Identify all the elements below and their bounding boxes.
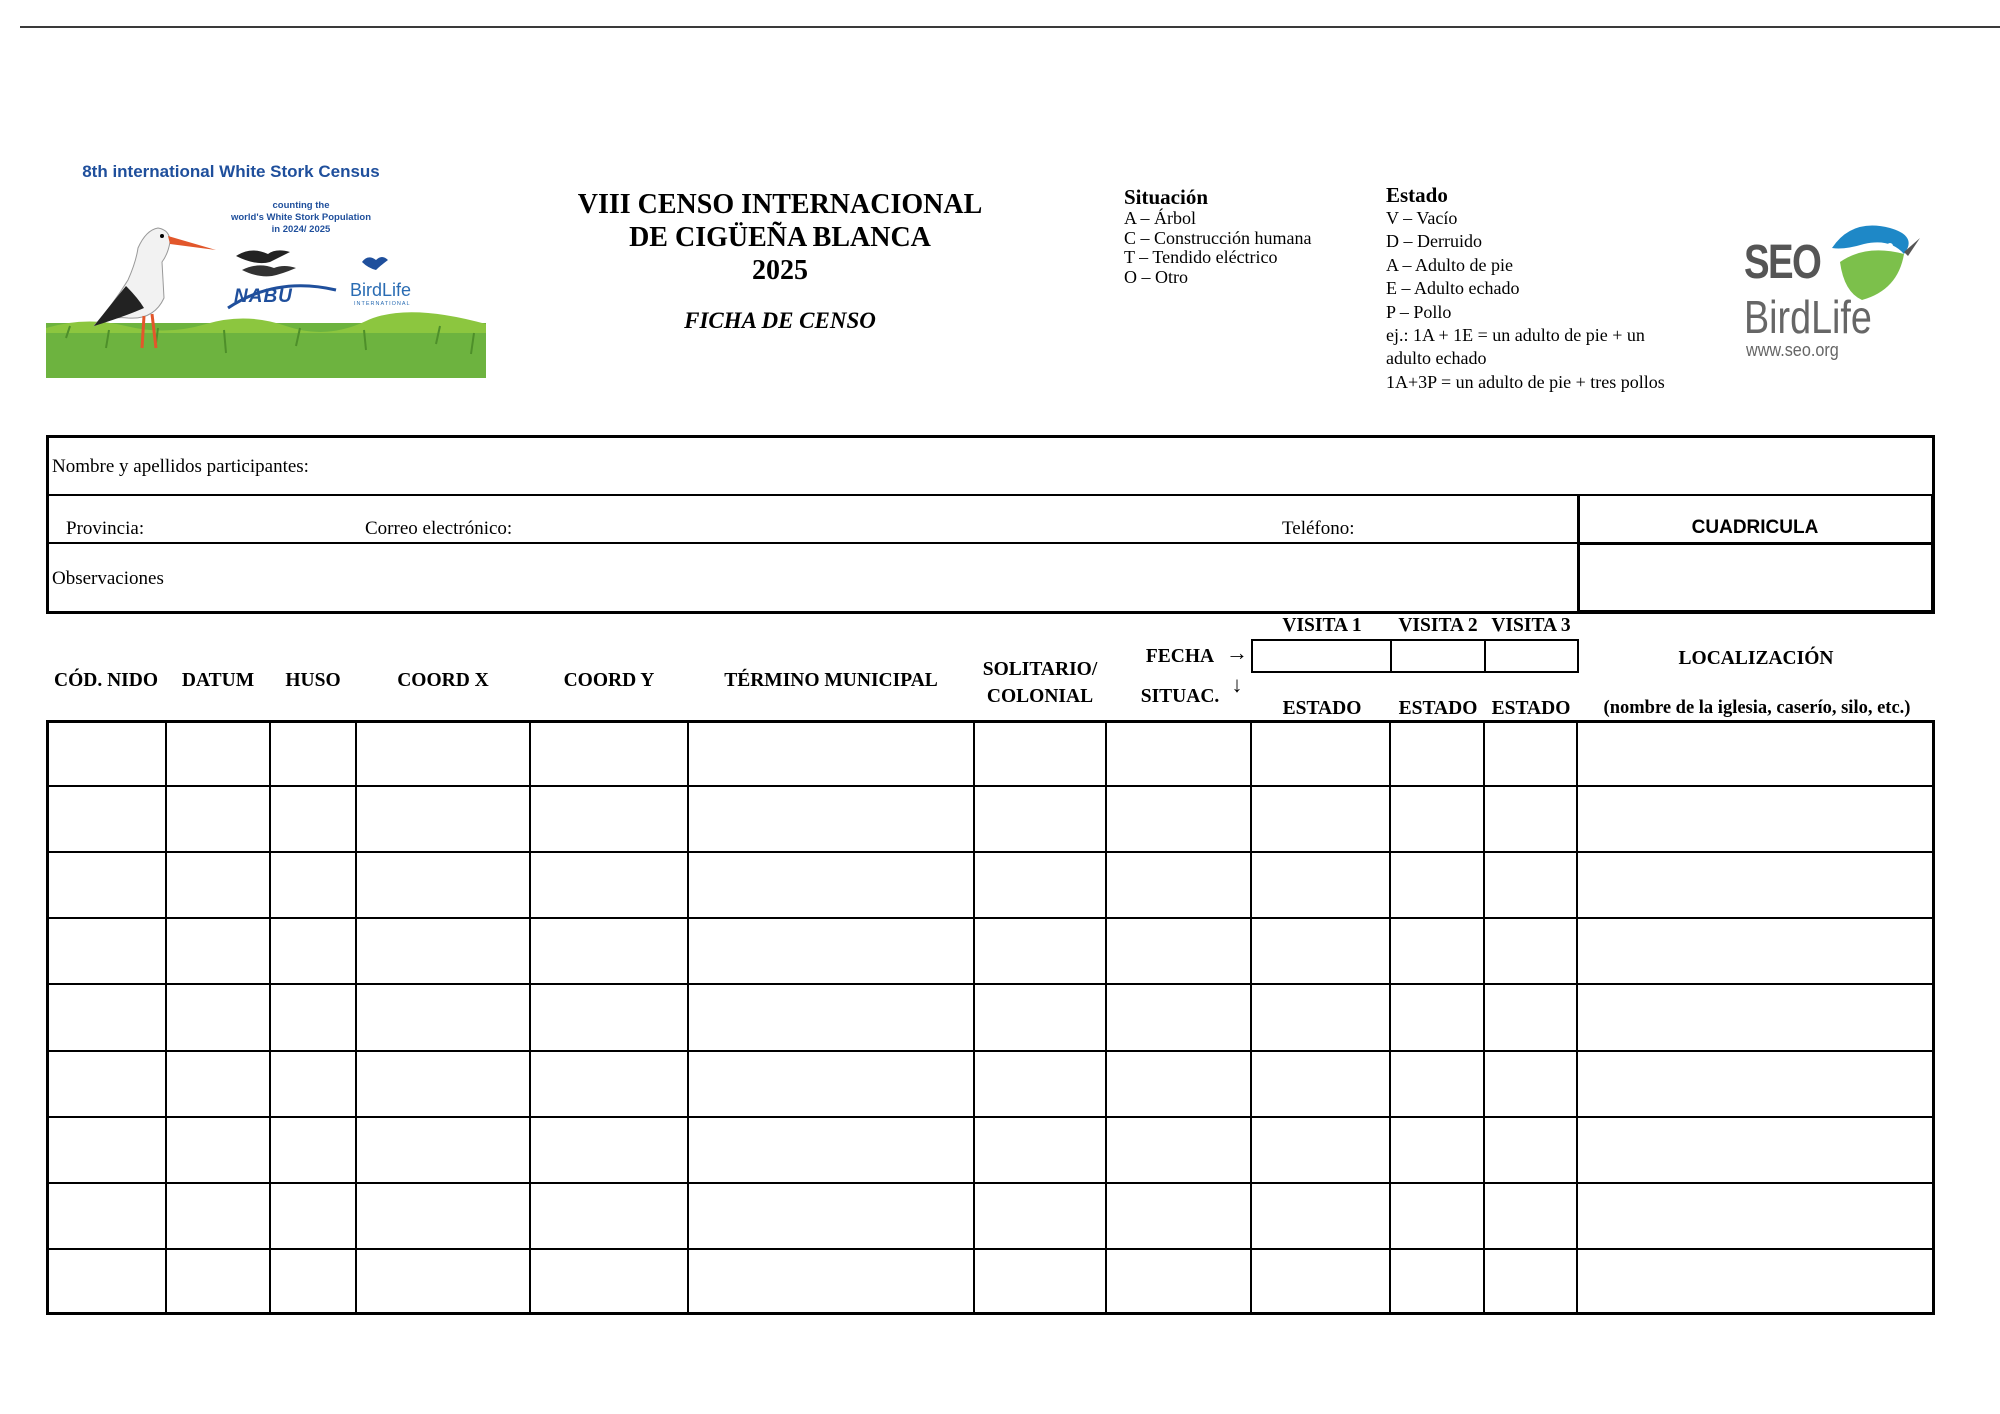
grid-cell[interactable] — [532, 1185, 686, 1247]
grid-row-line — [46, 1116, 1935, 1118]
top-rule — [20, 26, 2000, 28]
grid-cell[interactable] — [358, 1251, 528, 1313]
grid-cell[interactable] — [976, 854, 1104, 916]
legend-item: O – Otro — [1124, 266, 1188, 287]
nabu-logo-text: NABU — [234, 286, 293, 307]
grid-row-line — [46, 917, 1935, 919]
col-header-fecha: FECHA — [1145, 646, 1215, 667]
seo-birdlife-text: BirdLife — [1744, 291, 1872, 343]
grid-row-line — [46, 851, 1935, 853]
provincia-field[interactable]: Provincia: — [66, 518, 145, 539]
grid-cell[interactable] — [272, 1251, 354, 1313]
grid-cell[interactable] — [532, 1119, 686, 1181]
estado-heading: Estado — [1386, 183, 1448, 207]
grid-cell[interactable] — [1253, 1119, 1388, 1181]
grid-cell[interactable] — [532, 986, 686, 1048]
grid-cell[interactable] — [1253, 1053, 1388, 1115]
participants-field[interactable]: Nombre y apellidos participantes: — [52, 456, 309, 477]
grid-column-line — [1576, 720, 1578, 1315]
grid-cell[interactable] — [168, 788, 268, 850]
grid-cell[interactable] — [272, 1185, 354, 1247]
grid-cell[interactable] — [1392, 1119, 1482, 1181]
grid-cell[interactable] — [976, 920, 1104, 982]
grid-cell[interactable] — [532, 1251, 686, 1313]
legend-item: E – Adulto echado — [1386, 278, 1520, 299]
col-header-estado-3: ESTADO — [1491, 698, 1571, 719]
document-subtitle: FICHA DE CENSO — [684, 308, 876, 333]
birdlife-logo-text: BirdLife — [350, 280, 412, 300]
banner-subtitle: counting the world's White Stork Population in 2024/ 2025 — [230, 200, 371, 235]
grid-cell[interactable] — [1108, 854, 1249, 916]
grid-cell[interactable] — [1108, 1185, 1249, 1247]
situacion-heading: Situación — [1124, 185, 1209, 209]
grid-cell[interactable] — [358, 722, 528, 784]
grid-column-line — [355, 720, 357, 1315]
grid-cell[interactable] — [1486, 788, 1575, 850]
grid-cell[interactable] — [48, 1185, 164, 1247]
grid-cell[interactable] — [1253, 788, 1388, 850]
grid-cell[interactable] — [1579, 854, 1933, 916]
col-header-solitario-colonial: SOLITARIO/ COLONIAL — [982, 659, 1098, 707]
seo-logo-text: SEO — [1744, 236, 1821, 289]
legend-item: T – Tendido eléctrico — [1124, 247, 1278, 267]
grid-cell[interactable] — [168, 986, 268, 1048]
grid-row-line — [46, 785, 1935, 787]
info-divider — [46, 542, 1577, 544]
arrow-right-icon: → — [1226, 640, 1248, 665]
col-header-coord-y: COORD Y — [563, 670, 655, 691]
grid-cell[interactable] — [358, 1053, 528, 1115]
legend-item: A – Adulto de pie — [1386, 254, 1513, 275]
col-header-situac: SITUAC. — [1140, 686, 1220, 707]
grid-column-line — [269, 720, 271, 1315]
col-header-coord-x: COORD X — [397, 670, 489, 691]
grid-cell[interactable] — [976, 986, 1104, 1048]
grid-row-line — [46, 1182, 1935, 1184]
grid-cell[interactable] — [1486, 854, 1575, 916]
grid-row-line — [46, 1248, 1935, 1250]
seo-url: www.seo.org — [1746, 340, 1839, 360]
fecha-visita-3-input[interactable] — [1484, 639, 1579, 673]
grid-cell[interactable] — [690, 986, 972, 1048]
grid-cell[interactable] — [690, 788, 972, 850]
grid-cell[interactable] — [976, 1251, 1104, 1313]
grid-cell[interactable] — [48, 722, 164, 784]
grid-cell[interactable] — [272, 1053, 354, 1115]
col-header-cod-nido: CÓD. NIDO — [53, 670, 158, 691]
estado-legend — [1386, 183, 1716, 394]
legend-item: D – Derruido — [1386, 231, 1482, 252]
grid-cell[interactable] — [1253, 854, 1388, 916]
grid-cell[interactable] — [1253, 1251, 1388, 1313]
grid-cell[interactable] — [976, 1053, 1104, 1115]
grid-cell[interactable] — [1579, 986, 1933, 1048]
grid-cell[interactable] — [1486, 920, 1575, 982]
grid-row-line — [46, 1050, 1935, 1052]
grid-cell[interactable] — [976, 1119, 1104, 1181]
grid-cell[interactable] — [48, 1251, 164, 1313]
grid-cell[interactable] — [272, 788, 354, 850]
col-header-localizacion-sub: (nombre de la iglesia, caserío, silo, etc.) — [1603, 698, 1911, 718]
cuadricula-box[interactable] — [1577, 494, 1935, 614]
grid-cell[interactable] — [1392, 854, 1482, 916]
grid-cell[interactable] — [1486, 986, 1575, 1048]
grid-cell[interactable] — [1579, 788, 1933, 850]
grid-cell[interactable] — [1108, 722, 1249, 784]
col-header-huso: HUSO — [285, 670, 341, 691]
grid-cell[interactable] — [272, 986, 354, 1048]
grid-cell[interactable] — [690, 1119, 972, 1181]
cuadricula-label: CUADRICULA — [1691, 517, 1819, 538]
grid-cell[interactable] — [168, 1251, 268, 1313]
grid-cell[interactable] — [532, 920, 686, 982]
grid-cell[interactable] — [690, 722, 972, 784]
grid-cell[interactable] — [168, 722, 268, 784]
grid-cell[interactable] — [1108, 986, 1249, 1048]
grid-column-line — [1250, 720, 1252, 1315]
grid-cell[interactable] — [1579, 1185, 1933, 1247]
grid-cell[interactable] — [1392, 722, 1482, 784]
col-header-visita-3: VISITA 3 — [1491, 615, 1571, 636]
grid-cell[interactable] — [48, 788, 164, 850]
grid-cell[interactable] — [168, 920, 268, 982]
col-header-termino-municipal: TÉRMINO MUNICIPAL — [724, 670, 938, 691]
grid-cell[interactable] — [1108, 788, 1249, 850]
observaciones-field[interactable]: Observaciones — [52, 568, 164, 589]
grid-cell[interactable] — [48, 1119, 164, 1181]
census-banner-logo — [46, 158, 486, 378]
document-title: VIII CENSO INTERNACIONAL DE CIGÜEÑA BLANCA 2025 — [577, 189, 983, 286]
grid-cell[interactable] — [1253, 920, 1388, 982]
grid-column-line — [165, 720, 167, 1315]
grid-cell[interactable] — [272, 1119, 354, 1181]
grid-cell[interactable] — [1392, 1053, 1482, 1115]
grid-cell[interactable] — [1108, 1251, 1249, 1313]
grid-column-line — [687, 720, 689, 1315]
grid-cell[interactable] — [1579, 1251, 1933, 1313]
grid-cell[interactable] — [272, 920, 354, 982]
grid-cell[interactable] — [1486, 1119, 1575, 1181]
arrow-down-icon: ↓ — [1231, 672, 1243, 697]
grid-cell[interactable] — [532, 722, 686, 784]
grid-cell[interactable] — [690, 1185, 972, 1247]
grid-cell[interactable] — [532, 788, 686, 850]
legend-item: ej.: 1A + 1E = un adulto de pie + un — [1386, 325, 1645, 346]
grid-cell[interactable] — [48, 920, 164, 982]
grid-cell[interactable] — [358, 854, 528, 916]
grid-row-line — [46, 983, 1935, 985]
grid-cell[interactable] — [690, 854, 972, 916]
grid-cell[interactable] — [48, 1053, 164, 1115]
grid-column-line — [973, 720, 975, 1315]
grid-cell[interactable] — [1486, 1251, 1575, 1313]
fecha-visita-1-input[interactable] — [1251, 639, 1392, 673]
grid-cell[interactable] — [358, 788, 528, 850]
grid-cell[interactable] — [1392, 1251, 1482, 1313]
situacion-legend — [1124, 185, 1384, 287]
grid-cell[interactable] — [532, 1053, 686, 1115]
grid-cell[interactable] — [1392, 788, 1482, 850]
grid-cell[interactable] — [1108, 920, 1249, 982]
grid-column-line — [1389, 720, 1391, 1315]
grid-cell[interactable] — [1486, 1185, 1575, 1247]
grid-cell[interactable] — [690, 1053, 972, 1115]
stork-illustration — [46, 158, 486, 378]
grid-cell[interactable] — [168, 1185, 268, 1247]
grid-cell[interactable] — [358, 986, 528, 1048]
grid-cell[interactable] — [1579, 920, 1933, 982]
grid-cell[interactable] — [976, 788, 1104, 850]
grid-cell[interactable] — [358, 920, 528, 982]
grid-cell[interactable] — [1253, 986, 1388, 1048]
col-header-datum: DATUM — [181, 670, 255, 691]
grid-cell[interactable] — [1108, 1119, 1249, 1181]
legend-item: V – Vacío — [1386, 208, 1458, 228]
col-header-visita-2: VISITA 2 — [1398, 615, 1478, 636]
grid-cell[interactable] — [976, 722, 1104, 784]
legend-item: A – Árbol — [1124, 208, 1196, 228]
grid-cell[interactable] — [48, 854, 164, 916]
grid-cell[interactable] — [1579, 1053, 1933, 1115]
email-field[interactable]: Correo electrónico: — [365, 518, 513, 539]
cuadricula-divider — [1577, 542, 1935, 545]
grid-cell[interactable] — [168, 1119, 268, 1181]
col-header-localizacion: LOCALIZACIÓN — [1678, 648, 1834, 669]
grid-cell[interactable] — [1253, 1185, 1388, 1247]
grid-cell[interactable] — [168, 1053, 268, 1115]
grid-cell[interactable] — [976, 1185, 1104, 1247]
grid-cell[interactable] — [272, 722, 354, 784]
legend-item: adulto echado — [1386, 348, 1487, 369]
telefono-field[interactable]: Teléfono: — [1282, 518, 1355, 539]
fecha-visita-2-input[interactable] — [1390, 639, 1486, 673]
grid-cell[interactable] — [1486, 722, 1575, 784]
grid-cell[interactable] — [690, 920, 972, 982]
grid-cell[interactable] — [272, 854, 354, 916]
grid-cell[interactable] — [168, 854, 268, 916]
grid-cell[interactable] — [1253, 722, 1388, 784]
grid-cell[interactable] — [48, 986, 164, 1048]
col-header-estado-1: ESTADO — [1282, 698, 1362, 719]
grid-column-line — [1483, 720, 1485, 1315]
col-header-estado-2: ESTADO — [1398, 698, 1478, 719]
grid-cell[interactable] — [690, 1251, 972, 1313]
banner-title: 8th international White Stork Census — [82, 162, 380, 181]
legend-item: P – Pollo — [1386, 301, 1452, 322]
legend-item: C – Construcción humana — [1124, 227, 1312, 248]
birdlife-logo-subtext: INTERNATIONAL — [354, 301, 411, 307]
grid-cell[interactable] — [358, 1119, 528, 1181]
legend-item: 1A+3P = un adulto de pie + tres pollos — [1386, 371, 1665, 392]
grid-cell[interactable] — [1392, 986, 1482, 1048]
grid-column-line — [529, 720, 531, 1315]
grid-cell[interactable] — [1392, 1185, 1482, 1247]
grid-cell[interactable] — [358, 1185, 528, 1247]
grid-cell[interactable] — [1108, 1053, 1249, 1115]
grid-cell[interactable] — [1392, 920, 1482, 982]
grid-cell[interactable] — [1579, 1119, 1933, 1181]
grid-column-line — [1105, 720, 1107, 1315]
grid-cell[interactable] — [1486, 1053, 1575, 1115]
grid-cell[interactable] — [532, 854, 686, 916]
col-header-visita-1: VISITA 1 — [1282, 615, 1362, 636]
grid-cell[interactable] — [1579, 722, 1933, 784]
